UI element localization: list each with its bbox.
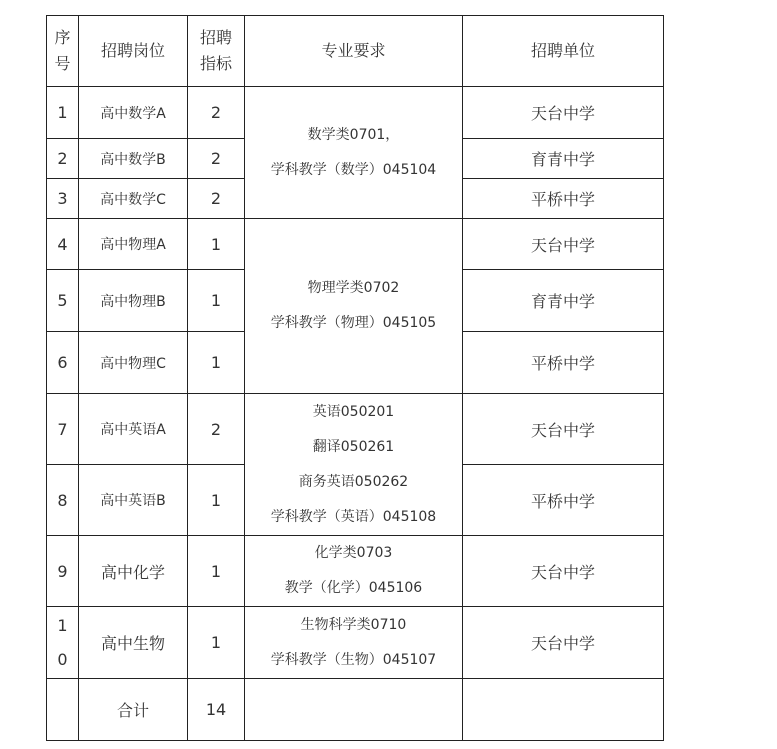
quota-cell: 1 [188, 332, 245, 394]
quota-cell: 1 [188, 465, 245, 536]
quota-cell: 1 [188, 270, 245, 332]
header-unit: 招聘单位 [463, 16, 664, 87]
total-quota: 14 [188, 679, 245, 741]
header-position: 招聘岗位 [79, 16, 188, 87]
major-cell-english: 英语050201 翻译050261 商务英语050262 学科教学（英语）045108 [245, 394, 463, 536]
table-row [47, 536, 664, 607]
seq-cell: 1 0 [47, 607, 79, 679]
quota-cell: 2 [188, 179, 245, 219]
position-cell: 高中化学 [79, 536, 188, 607]
seq-cell: 7 [47, 394, 79, 465]
quota-cell: 1 [188, 536, 245, 607]
header-row [47, 16, 664, 87]
quota-cell: 2 [188, 87, 245, 139]
quota-cell: 1 [188, 607, 245, 679]
position-cell: 高中数学A [79, 87, 188, 139]
major-cell-physics: 物理学类0702 学科教学（物理）045105 [245, 219, 463, 394]
seq-cell: 2 [47, 139, 79, 179]
table-row [47, 607, 664, 679]
total-row [47, 679, 664, 741]
position-cell: 高中物理C [79, 332, 188, 394]
seq-cell: 9 [47, 536, 79, 607]
position-cell: 高中数学B [79, 139, 188, 179]
unit-cell: 天台中学 [463, 536, 664, 607]
total-label: 合计 [79, 679, 188, 741]
unit-cell: 育青中学 [463, 139, 664, 179]
unit-cell: 平桥中学 [463, 465, 664, 536]
seq-cell: 4 [47, 219, 79, 270]
position-cell: 高中物理B [79, 270, 188, 332]
table-row [47, 87, 664, 139]
major-cell-math: 数学类0701， 学科教学（数学）045104 [245, 87, 463, 219]
seq-cell: 3 [47, 179, 79, 219]
seq-cell: 8 [47, 465, 79, 536]
unit-cell: 平桥中学 [463, 332, 664, 394]
table-row [47, 219, 664, 270]
unit-cell: 天台中学 [463, 394, 664, 465]
total-seq-cell [47, 679, 79, 741]
total-major-cell [245, 679, 463, 741]
unit-cell: 天台中学 [463, 219, 664, 270]
major-cell-biology: 生物科学类0710 学科教学（生物）045107 [245, 607, 463, 679]
position-cell: 高中生物 [79, 607, 188, 679]
position-cell: 高中数学C [79, 179, 188, 219]
major-cell-chemistry: 化学类0703 教学（化学）045106 [245, 536, 463, 607]
header-seq: 序 号 [47, 16, 79, 87]
quota-cell: 2 [188, 394, 245, 465]
table-row [47, 394, 664, 465]
recruitment-table [46, 15, 664, 741]
position-cell: 高中英语B [79, 465, 188, 536]
unit-cell: 平桥中学 [463, 179, 664, 219]
total-unit-cell [463, 679, 664, 741]
seq-cell: 1 [47, 87, 79, 139]
position-cell: 高中物理A [79, 219, 188, 270]
header-quota: 招聘 指标 [188, 16, 245, 87]
quota-cell: 1 [188, 219, 245, 270]
position-cell: 高中英语A [79, 394, 188, 465]
quota-cell: 2 [188, 139, 245, 179]
seq-cell: 6 [47, 332, 79, 394]
unit-cell: 天台中学 [463, 607, 664, 679]
header-major: 专业要求 [245, 16, 463, 87]
unit-cell: 天台中学 [463, 87, 664, 139]
seq-cell: 5 [47, 270, 79, 332]
unit-cell: 育青中学 [463, 270, 664, 332]
